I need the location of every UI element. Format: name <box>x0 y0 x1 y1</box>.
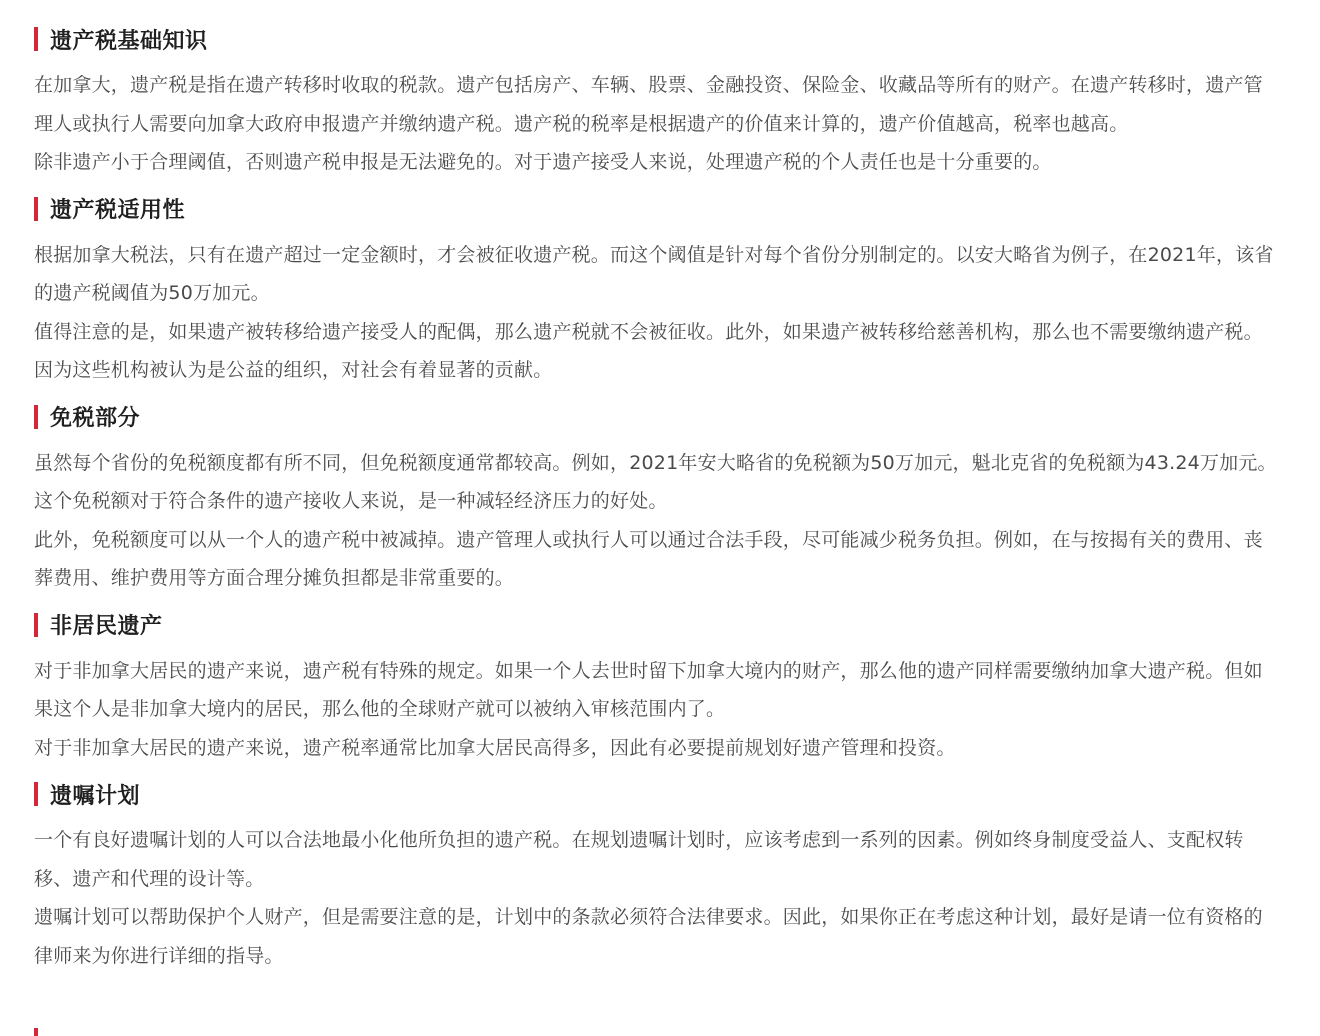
paragraph: 除非遗产小于合理阈值，否则遗产税申报是无法避免的。对于遗产接受人来说，处理遗产税的个人责任也是十分重要的。 <box>34 151 1052 173</box>
paragraph: 在加拿大，遗产税是指在遗产转移时收取的税款。遗产包括房产、车辆、股票、金融投资、保险金、收藏品等所有的财产。在遗产转移时，遗产管理人或执行人需要向加拿大政府申报遗产并缴纳遗产税。遗产税的税率是根据遗产的价值来计算的，遗产价值越高，税率也越高。 <box>34 74 1263 135</box>
section-applicability <box>34 194 1280 390</box>
section-heading <box>34 194 1280 224</box>
next-heading-accent-bar <box>34 1028 38 1036</box>
section-heading <box>34 24 1280 54</box>
section-title: 免税部分 <box>50 406 141 431</box>
section-title: 遗产税适用性 <box>50 198 186 223</box>
paragraph: 一个有良好遗嘱计划的人可以合法地最小化他所负担的遗产税。在规划遗嘱计划时，应该考虑到一系列的因素。例如终身制度受益人、支配权转移、遗产和代理的设计等。 <box>34 829 1244 890</box>
heading-accent-bar <box>34 405 38 429</box>
heading-accent-bar <box>34 197 38 221</box>
section-title: 非居民遗产 <box>50 614 163 639</box>
paragraph: 值得注意的是，如果遗产被转移给遗产接受人的配偶，那么遗产税就不会被征收。此外，如果遗产被转移给慈善机构，那么也不需要缴纳遗产税。因为这些机构被认为是公益的组织，对社会有着显著的贡献。 <box>34 320 1263 381</box>
section-title: 遗嘱计划 <box>50 783 141 809</box>
section-title: 遗产税基础知识 <box>50 28 208 54</box>
heading-accent-bar <box>34 782 38 806</box>
paragraph: 对于非加拿大居民的遗产来说，遗产税率通常比加拿大居民高得多，因此有必要提前规划好遗产管理和投资。 <box>34 736 956 759</box>
section-heading <box>34 610 1280 640</box>
section-exemption <box>34 402 1280 598</box>
cropped-top-line <box>34 0 1280 12</box>
section-will-planning <box>34 779 1280 975</box>
heading-accent-bar <box>34 613 38 637</box>
paragraph: 遗嘱计划可以帮助保护个人财产，但是需要注意的是，计划中的条款必须符合法律要求。因此，如果你正在考虑这种计划，最好是请一位有资格的律师来为你进行详细的指导。 <box>34 906 1263 967</box>
section-heading <box>34 402 1280 432</box>
section-heading <box>34 779 1280 809</box>
paragraph: 此外，免税额度可以从一个人的遗产税中被减掉。遗产管理人或执行人可以通过合法手段，尽可能减少税务负担。例如，在与按揭有关的费用、丧葬费用、维护费用等方面合理分摊负担都是非常重要的。 <box>34 528 1263 589</box>
paragraph: 根据加拿大税法，只有在遗产超过一定金额时，才会被征收遗产税。而这个阈值是针对每个省份分别制定的。以安大略省为例子，在2021年，该省的遗产税阈值为50万加元。 <box>34 243 1274 304</box>
heading-accent-bar <box>34 27 38 51</box>
paragraph: 对于非加拿大居民的遗产来说，遗产税有特殊的规定。如果一个人去世时留下加拿大境内的财产，那么他的遗产同样需要缴纳加拿大遗产税。但如果这个人是非加拿大境内的居民，那么他的全球财产就可以被纳入审核范围内了。 <box>34 659 1263 720</box>
paragraph: 虽然每个省份的免税额度都有所不同，但免税额度通常都较高。例如，2021年安大略省的免税额为50万加元，魁北克省的免税额为43.24万加元。这个免税额对于符合条件的遗产接收人来说，是一种减轻经济压力的好处。 <box>34 451 1277 512</box>
section-non-resident <box>34 610 1280 768</box>
section-estate-tax-basics <box>34 24 1280 182</box>
